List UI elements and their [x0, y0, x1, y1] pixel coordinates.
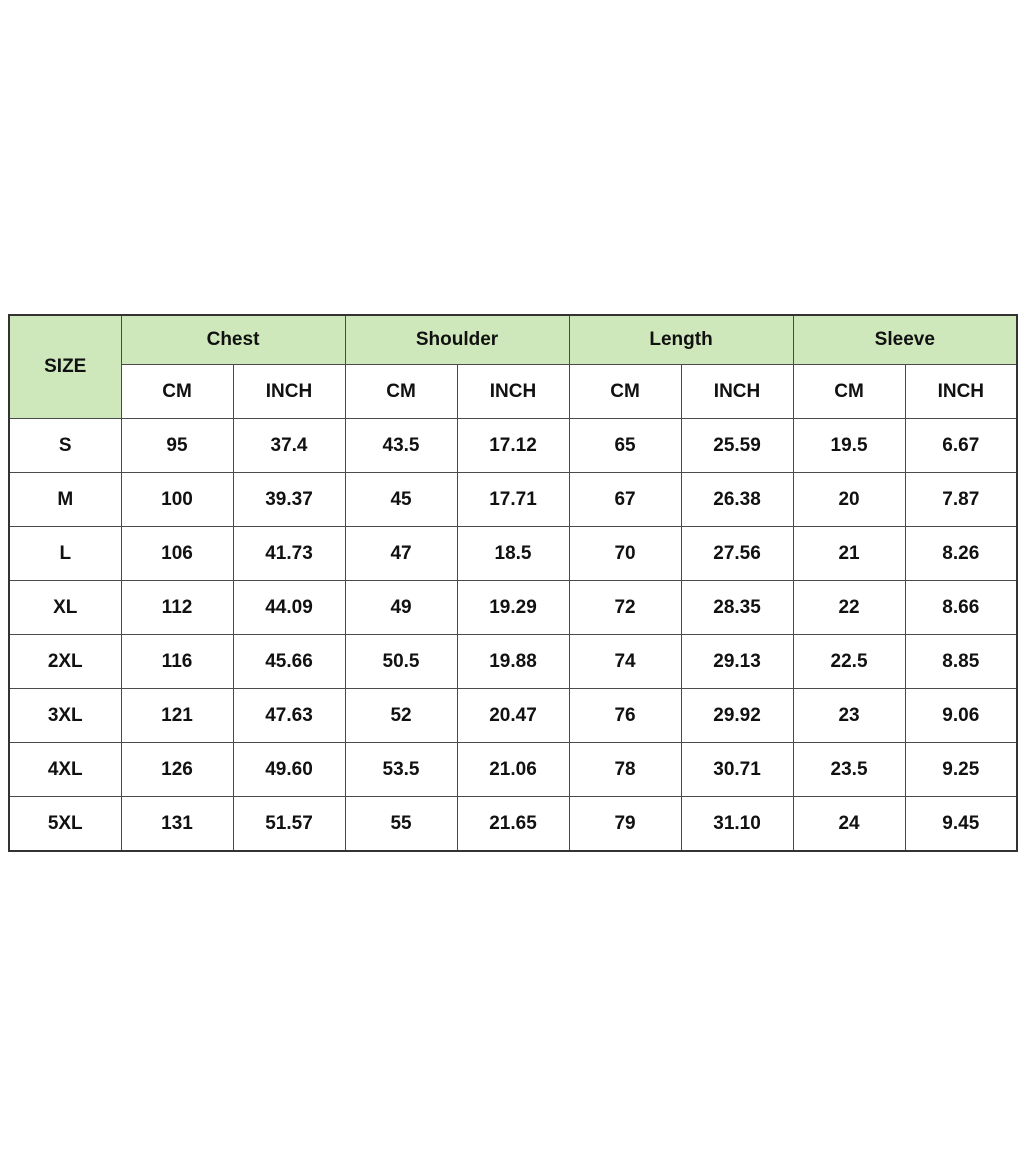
measurement-cell: 53.5	[345, 743, 457, 797]
measurement-cell: 126	[121, 743, 233, 797]
measurement-cell: 9.06	[905, 689, 1017, 743]
size-cell: 3XL	[9, 689, 121, 743]
measurement-cell: 21	[793, 527, 905, 581]
measurement-cell: 19.88	[457, 635, 569, 689]
unit-header: CM	[569, 365, 681, 419]
table-row	[9, 797, 1017, 852]
table-row	[9, 581, 1017, 635]
size-cell: S	[9, 419, 121, 473]
unit-header: CM	[345, 365, 457, 419]
measurement-cell: 43.5	[345, 419, 457, 473]
size-chart-table	[8, 314, 1018, 852]
measurement-cell: 45	[345, 473, 457, 527]
measurement-cell: 95	[121, 419, 233, 473]
measurement-cell: 44.09	[233, 581, 345, 635]
measurement-cell: 131	[121, 797, 233, 852]
measurement-cell: 27.56	[681, 527, 793, 581]
measurement-cell: 29.13	[681, 635, 793, 689]
measurement-cell: 116	[121, 635, 233, 689]
measurement-cell: 31.10	[681, 797, 793, 852]
measurement-cell: 18.5	[457, 527, 569, 581]
measurement-cell: 51.57	[233, 797, 345, 852]
measurement-cell: 29.92	[681, 689, 793, 743]
measurement-cell: 20	[793, 473, 905, 527]
table-row	[9, 473, 1017, 527]
measurement-cell: 7.87	[905, 473, 1017, 527]
group-header-sleeve: Sleeve	[793, 315, 1017, 365]
group-header-row	[9, 315, 1017, 365]
measurement-cell: 45.66	[233, 635, 345, 689]
measurement-cell: 21.65	[457, 797, 569, 852]
measurement-cell: 25.59	[681, 419, 793, 473]
unit-header: CM	[793, 365, 905, 419]
measurement-cell: 50.5	[345, 635, 457, 689]
group-header-shoulder: Shoulder	[345, 315, 569, 365]
measurement-cell: 19.29	[457, 581, 569, 635]
measurement-cell: 106	[121, 527, 233, 581]
size-cell: 2XL	[9, 635, 121, 689]
measurement-cell: 22.5	[793, 635, 905, 689]
measurement-cell: 17.12	[457, 419, 569, 473]
unit-header: CM	[121, 365, 233, 419]
table-row	[9, 635, 1017, 689]
measurement-cell: 78	[569, 743, 681, 797]
table-body	[9, 419, 1017, 852]
table-row	[9, 527, 1017, 581]
size-cell: L	[9, 527, 121, 581]
size-cell: 4XL	[9, 743, 121, 797]
measurement-cell: 24	[793, 797, 905, 852]
unit-header: INCH	[457, 365, 569, 419]
measurement-cell: 41.73	[233, 527, 345, 581]
measurement-cell: 76	[569, 689, 681, 743]
size-cell: M	[9, 473, 121, 527]
size-cell: XL	[9, 581, 121, 635]
group-header-chest: Chest	[121, 315, 345, 365]
measurement-cell: 74	[569, 635, 681, 689]
measurement-cell: 47.63	[233, 689, 345, 743]
measurement-cell: 39.37	[233, 473, 345, 527]
group-header-length: Length	[569, 315, 793, 365]
size-cell: 5XL	[9, 797, 121, 852]
measurement-cell: 17.71	[457, 473, 569, 527]
measurement-cell: 72	[569, 581, 681, 635]
measurement-cell: 9.25	[905, 743, 1017, 797]
measurement-cell: 23.5	[793, 743, 905, 797]
measurement-cell: 22	[793, 581, 905, 635]
measurement-cell: 49	[345, 581, 457, 635]
measurement-cell: 28.35	[681, 581, 793, 635]
table-row	[9, 689, 1017, 743]
measurement-cell: 8.85	[905, 635, 1017, 689]
size-header: SIZE	[9, 315, 121, 419]
measurement-cell: 52	[345, 689, 457, 743]
measurement-cell: 23	[793, 689, 905, 743]
measurement-cell: 19.5	[793, 419, 905, 473]
measurement-cell: 70	[569, 527, 681, 581]
measurement-cell: 6.67	[905, 419, 1017, 473]
measurement-cell: 67	[569, 473, 681, 527]
measurement-cell: 100	[121, 473, 233, 527]
measurement-cell: 26.38	[681, 473, 793, 527]
measurement-cell: 121	[121, 689, 233, 743]
measurement-cell: 47	[345, 527, 457, 581]
table-row	[9, 419, 1017, 473]
unit-header: INCH	[681, 365, 793, 419]
unit-header: INCH	[233, 365, 345, 419]
measurement-cell: 8.26	[905, 527, 1017, 581]
table-row	[9, 743, 1017, 797]
measurement-cell: 20.47	[457, 689, 569, 743]
measurement-cell: 112	[121, 581, 233, 635]
measurement-cell: 8.66	[905, 581, 1017, 635]
measurement-cell: 21.06	[457, 743, 569, 797]
measurement-cell: 37.4	[233, 419, 345, 473]
unit-header-row	[9, 365, 1017, 419]
measurement-cell: 65	[569, 419, 681, 473]
measurement-cell: 55	[345, 797, 457, 852]
measurement-cell: 9.45	[905, 797, 1017, 852]
unit-header: INCH	[905, 365, 1017, 419]
measurement-cell: 79	[569, 797, 681, 852]
measurement-cell: 49.60	[233, 743, 345, 797]
measurement-cell: 30.71	[681, 743, 793, 797]
